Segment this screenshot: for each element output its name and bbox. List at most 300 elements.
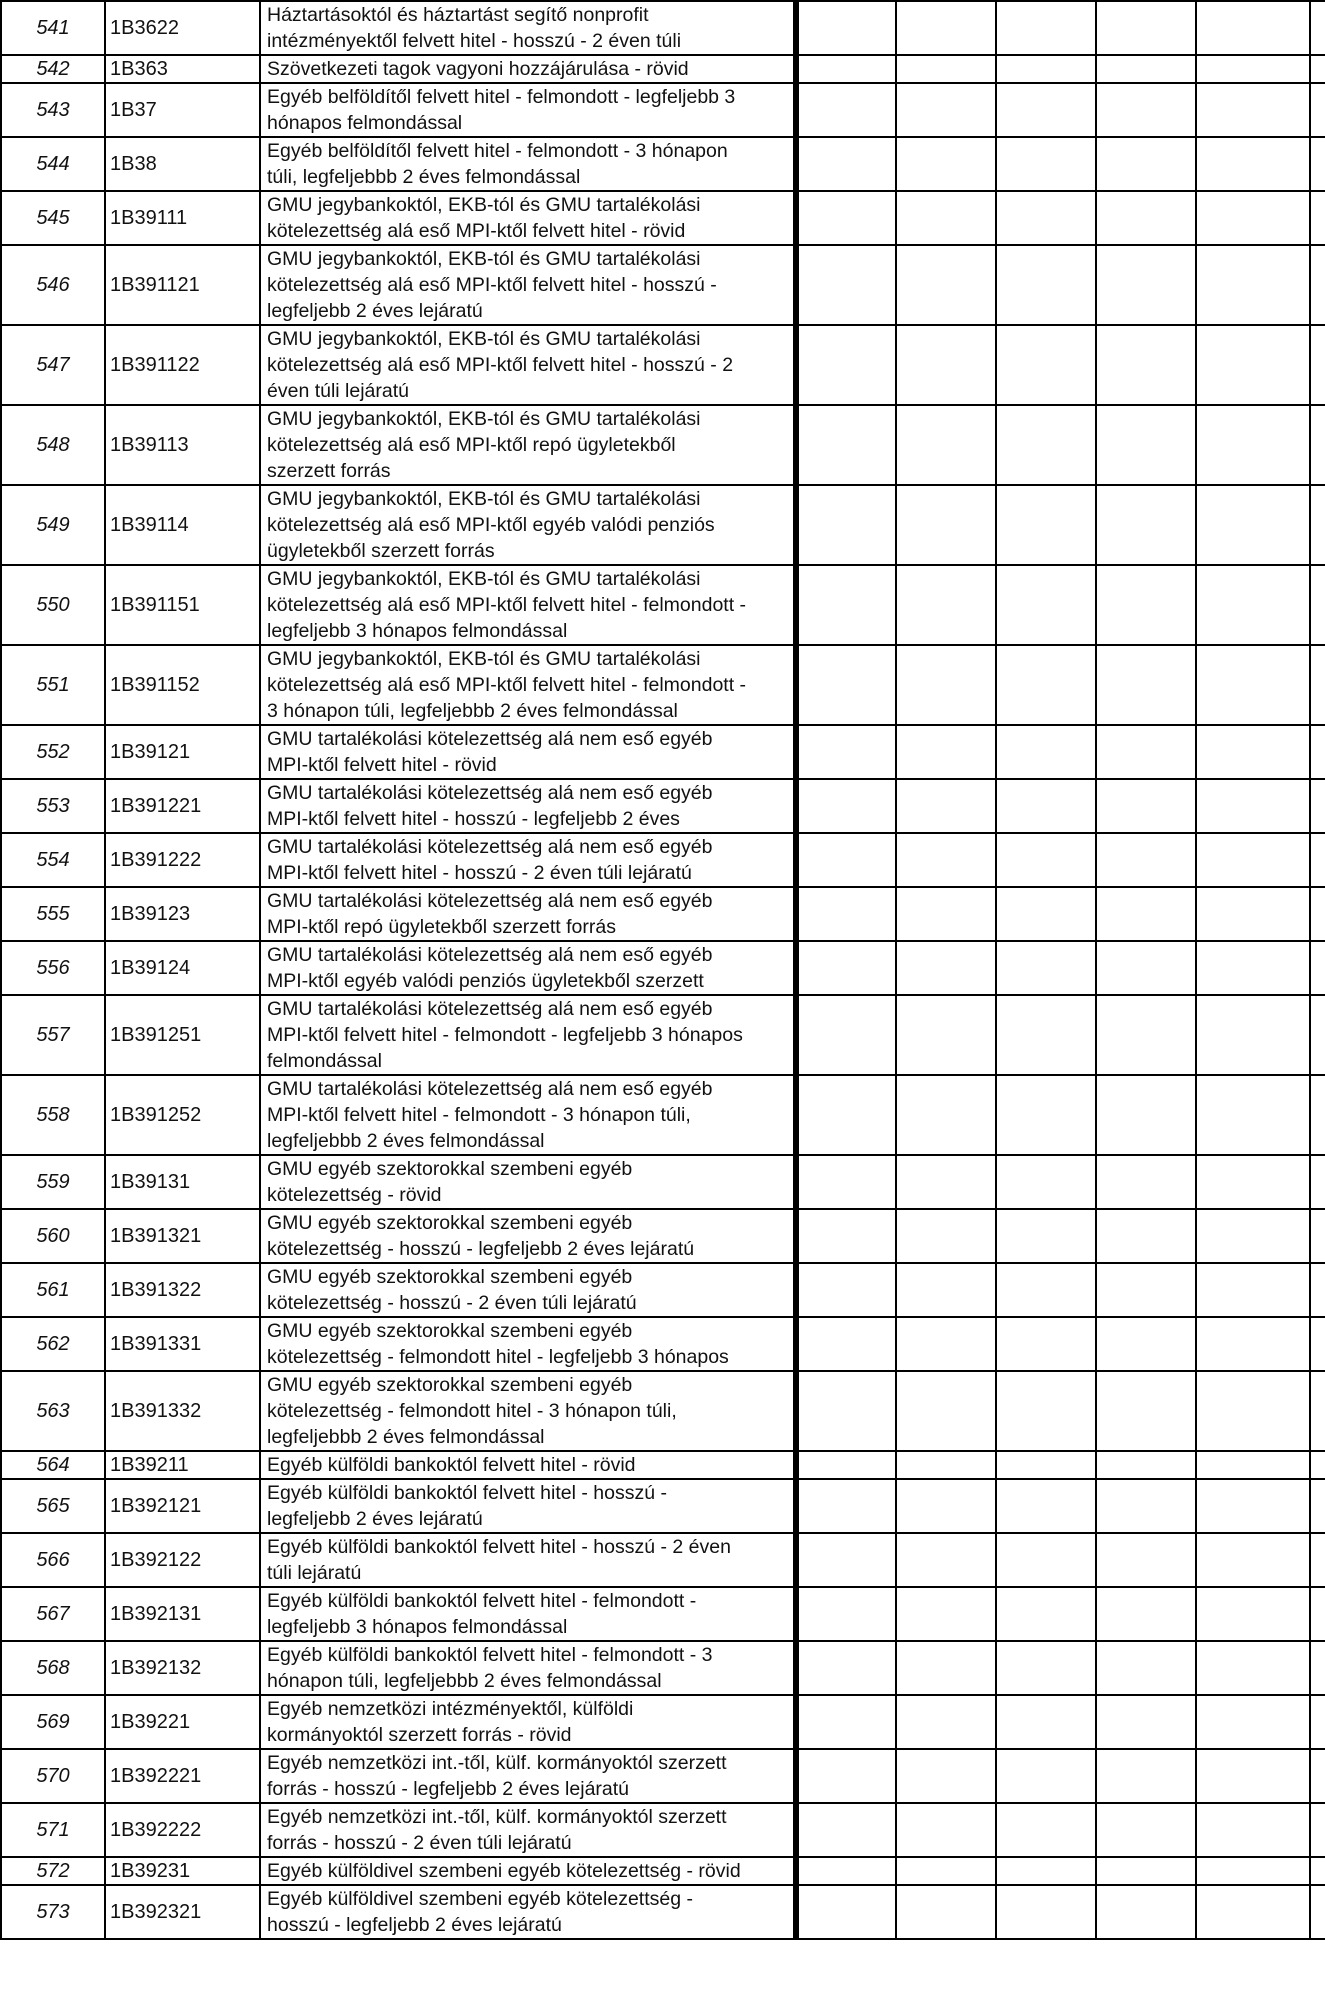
row-number: 547 [1,325,105,405]
table-row [1,83,1325,137]
row-description: Egyéb nemzetközi int.-től, külf. kormányoktól szerzett forrás - hosszú - legfeljebb 2 éves lejáratú [260,1749,796,1803]
value-cell[interactable] [1096,1885,1196,1939]
value-cell[interactable] [1096,1263,1196,1317]
value-cell[interactable] [796,405,896,485]
value-cell[interactable] [896,1371,996,1451]
value-cell[interactable] [1310,1209,1325,1263]
value-cell[interactable] [1310,779,1325,833]
value-cell[interactable] [996,405,1096,485]
value-cell[interactable] [996,1451,1096,1479]
value-cell[interactable] [996,137,1096,191]
table-row [1,1371,1325,1451]
table-row [1,779,1325,833]
row-number: 564 [1,1451,105,1479]
value-cell[interactable] [1196,1587,1310,1641]
row-number: 555 [1,887,105,941]
row-description: GMU tartalékolási kötelezettség alá nem eső egyéb MPI-ktől repó ügyletekből szerzett forrás [260,887,796,941]
value-cell[interactable] [996,1263,1096,1317]
value-cell[interactable] [1196,1803,1310,1857]
value-cell[interactable] [996,725,1096,779]
value-cell[interactable] [1196,833,1310,887]
value-cell[interactable] [1196,779,1310,833]
value-cell[interactable] [896,1155,996,1209]
row-code: 1B392221 [105,1749,260,1803]
value-cell[interactable] [1196,1479,1310,1533]
row-code: 1B39231 [105,1857,260,1885]
value-cell[interactable] [1196,1,1310,55]
value-cell[interactable] [1196,245,1310,325]
value-cell[interactable] [1196,995,1310,1075]
row-description: Egyéb külföldi bankoktól felvett hitel - rövid [260,1451,796,1479]
value-cell[interactable] [896,887,996,941]
value-cell[interactable] [1310,137,1325,191]
table-row [1,1451,1325,1479]
value-cell[interactable] [996,191,1096,245]
value-cell[interactable] [1310,485,1325,565]
value-cell[interactable] [1096,1857,1196,1885]
value-cell[interactable] [896,779,996,833]
value-cell[interactable] [896,1885,996,1939]
row-code: 1B39111 [105,191,260,245]
value-cell[interactable] [896,725,996,779]
value-cell[interactable] [996,1209,1096,1263]
value-cell[interactable] [996,779,1096,833]
row-description: Egyéb nemzetközi int.-től, külf. kormányoktól szerzett forrás - hosszú - 2 éven túli lejáratú [260,1803,796,1857]
value-cell[interactable] [1310,1695,1325,1749]
value-cell[interactable] [896,1749,996,1803]
row-number: 560 [1,1209,105,1263]
row-number: 542 [1,55,105,83]
value-cell[interactable] [1096,779,1196,833]
value-cell[interactable] [1310,405,1325,485]
row-description: Egyéb külföldi bankoktól felvett hitel - hosszú - 2 éven túli lejáratú [260,1533,796,1587]
value-cell[interactable] [796,941,896,995]
row-code: 1B391252 [105,1075,260,1155]
table-row [1,1857,1325,1885]
value-cell[interactable] [1310,725,1325,779]
value-cell[interactable] [896,1641,996,1695]
row-number: 558 [1,1075,105,1155]
value-cell[interactable] [1096,725,1196,779]
value-cell[interactable] [1310,83,1325,137]
value-cell[interactable] [896,565,996,645]
value-cell[interactable] [796,137,896,191]
row-code: 1B392321 [105,1885,260,1939]
value-cell[interactable] [996,1,1096,55]
value-cell[interactable] [796,725,896,779]
row-code: 1B391321 [105,1209,260,1263]
table-row [1,1641,1325,1695]
value-cell[interactable] [1310,1857,1325,1885]
value-cell[interactable] [1096,1371,1196,1451]
table-row [1,941,1325,995]
row-description: GMU jegybankoktól, EKB-tól és GMU tartalékolási kötelezettség alá eső MPI-ktől felvett hitel - felmondott - legfeljebb 3 hónapos felmondással [260,565,796,645]
row-number: 548 [1,405,105,485]
row-code: 1B392222 [105,1803,260,1857]
row-description: Egyéb belföldítől felvett hitel - felmondott - 3 hónapon túli, legfeljebbb 2 éves felmondással [260,137,796,191]
table-row [1,565,1325,645]
value-cell[interactable] [1196,137,1310,191]
row-code: 1B392131 [105,1587,260,1641]
value-cell[interactable] [1096,995,1196,1075]
row-number: 553 [1,779,105,833]
value-cell[interactable] [1096,1209,1196,1263]
value-cell[interactable] [1096,245,1196,325]
value-cell[interactable] [996,1857,1096,1885]
value-cell[interactable] [1096,941,1196,995]
table-row [1,245,1325,325]
value-cell[interactable] [996,1587,1096,1641]
row-description: GMU jegybankoktól, EKB-tól és GMU tartalékolási kötelezettség alá eső MPI-ktől repó ügyletekből szerzett forrás [260,405,796,485]
table-row [1,405,1325,485]
value-cell[interactable] [896,55,996,83]
value-cell[interactable] [996,1075,1096,1155]
value-cell[interactable] [996,1533,1096,1587]
table-row [1,1155,1325,1209]
value-cell[interactable] [796,1749,896,1803]
row-description: GMU jegybankoktól, EKB-tól és GMU tartalékolási kötelezettség alá eső MPI-ktől felvett hitel - felmondott - 3 hónapon túli, legfeljebbb 2 éves felmondással [260,645,796,725]
value-cell[interactable] [1196,1641,1310,1695]
value-cell[interactable] [896,1209,996,1263]
value-cell[interactable] [1310,1451,1325,1479]
row-number: 544 [1,137,105,191]
row-description: GMU jegybankoktól, EKB-tól és GMU tartalékolási kötelezettség alá eső MPI-ktől felvett hitel - hosszú - legfeljebb 2 éves lejáratú [260,245,796,325]
row-description: Háztartásoktól és háztartást segítő nonprofit intézményektől felvett hitel - hosszú - 2 éven túli [260,1,796,55]
value-cell[interactable] [1196,1075,1310,1155]
value-cell[interactable] [1196,645,1310,725]
value-cell[interactable] [1096,325,1196,405]
value-cell[interactable] [796,995,896,1075]
value-cell[interactable] [996,645,1096,725]
value-cell[interactable] [996,941,1096,995]
value-cell[interactable] [896,1803,996,1857]
value-cell[interactable] [996,83,1096,137]
value-cell[interactable] [896,1479,996,1533]
row-number: 546 [1,245,105,325]
row-code: 1B39221 [105,1695,260,1749]
value-cell[interactable] [1310,245,1325,325]
value-cell[interactable] [796,1075,896,1155]
row-description: GMU jegybankoktól, EKB-tól és GMU tartalékolási kötelezettség alá eső MPI-ktől egyéb valódi penziós ügyletekből szerzett forrás [260,485,796,565]
row-code: 1B392132 [105,1641,260,1695]
value-cell[interactable] [1096,1451,1196,1479]
value-cell[interactable] [896,1263,996,1317]
row-description: Egyéb külföldivel szembeni egyéb kötelezettség - hosszú - legfeljebb 2 éves lejáratú [260,1885,796,1939]
value-cell[interactable] [1096,191,1196,245]
value-cell[interactable] [1196,725,1310,779]
value-cell[interactable] [1096,1587,1196,1641]
table-row [1,1533,1325,1587]
value-cell[interactable] [1196,887,1310,941]
value-cell[interactable] [1096,1155,1196,1209]
value-cell[interactable] [1310,325,1325,405]
value-cell[interactable] [1096,645,1196,725]
value-cell[interactable] [796,1155,896,1209]
value-cell[interactable] [796,325,896,405]
value-cell[interactable] [796,1803,896,1857]
row-code: 1B392121 [105,1479,260,1533]
row-description: GMU egyéb szektorokkal szembeni egyéb kötelezettség - felmondott hitel - legfeljebb 3 hónapos [260,1317,796,1371]
value-cell[interactable] [896,245,996,325]
table-row [1,725,1325,779]
row-description: GMU egyéb szektorokkal szembeni egyéb kötelezettség - hosszú - 2 éven túli lejáratú [260,1263,796,1317]
value-cell[interactable] [1196,55,1310,83]
value-cell[interactable] [896,1587,996,1641]
row-number: 549 [1,485,105,565]
value-cell[interactable] [996,485,1096,565]
value-cell[interactable] [996,325,1096,405]
row-description: GMU tartalékolási kötelezettség alá nem eső egyéb MPI-ktől felvett hitel - rövid [260,725,796,779]
value-cell[interactable] [796,1,896,55]
value-cell[interactable] [896,1317,996,1371]
value-cell[interactable] [1310,191,1325,245]
value-cell[interactable] [1310,645,1325,725]
table-row [1,1,1325,55]
row-number: 569 [1,1695,105,1749]
table-row [1,137,1325,191]
value-cell[interactable] [996,995,1096,1075]
value-cell[interactable] [896,941,996,995]
value-cell[interactable] [796,485,896,565]
value-cell[interactable] [796,1533,896,1587]
value-cell[interactable] [1310,55,1325,83]
value-cell[interactable] [996,1695,1096,1749]
value-cell[interactable] [1196,565,1310,645]
value-cell[interactable] [796,83,896,137]
value-cell[interactable] [1096,833,1196,887]
value-cell[interactable] [1310,995,1325,1075]
value-cell[interactable] [796,1317,896,1371]
row-code: 1B391222 [105,833,260,887]
value-cell[interactable] [796,1587,896,1641]
table-row [1,1263,1325,1317]
row-description: Egyéb nemzetközi intézményektől, külföldi kormányoktól szerzett forrás - rövid [260,1695,796,1749]
value-cell[interactable] [996,245,1096,325]
value-cell[interactable] [1310,1263,1325,1317]
value-cell[interactable] [996,55,1096,83]
value-cell[interactable] [896,83,996,137]
value-cell[interactable] [1096,1479,1196,1533]
value-cell[interactable] [1196,83,1310,137]
value-cell[interactable] [996,565,1096,645]
row-number: 554 [1,833,105,887]
row-number: 545 [1,191,105,245]
value-cell[interactable] [1096,1317,1196,1371]
value-cell[interactable] [896,485,996,565]
value-cell[interactable] [1310,1,1325,55]
value-cell[interactable] [796,779,896,833]
value-cell[interactable] [1310,565,1325,645]
value-cell[interactable] [1196,1317,1310,1371]
row-number: 572 [1,1857,105,1885]
value-cell[interactable] [796,1479,896,1533]
value-cell[interactable] [796,1209,896,1263]
row-code: 1B39123 [105,887,260,941]
row-code: 1B392122 [105,1533,260,1587]
row-description: GMU tartalékolási kötelezettség alá nem eső egyéb MPI-ktől egyéb valódi penziós ügyletekből szerzett [260,941,796,995]
value-cell[interactable] [1196,1695,1310,1749]
table-row [1,995,1325,1075]
value-cell[interactable] [796,1451,896,1479]
value-cell[interactable] [1310,1317,1325,1371]
value-cell[interactable] [1096,565,1196,645]
row-code: 1B39131 [105,1155,260,1209]
value-cell[interactable] [996,1317,1096,1371]
value-cell[interactable] [1196,1371,1310,1451]
value-cell[interactable] [1196,1155,1310,1209]
value-cell[interactable] [1096,1075,1196,1155]
value-cell[interactable] [1310,1371,1325,1451]
value-cell[interactable] [1310,1749,1325,1803]
value-cell[interactable] [1096,405,1196,485]
value-cell[interactable] [1096,55,1196,83]
row-number: 551 [1,645,105,725]
table-row [1,1587,1325,1641]
value-cell[interactable] [1196,325,1310,405]
value-cell[interactable] [896,1,996,55]
value-cell[interactable] [796,55,896,83]
value-cell[interactable] [796,887,896,941]
value-cell[interactable] [996,833,1096,887]
row-code: 1B391332 [105,1371,260,1451]
row-number: 557 [1,995,105,1075]
row-code: 1B39121 [105,725,260,779]
row-number: 573 [1,1885,105,1939]
value-cell[interactable] [1310,833,1325,887]
value-cell[interactable] [1196,1749,1310,1803]
value-cell[interactable] [1310,1155,1325,1209]
value-cell[interactable] [1096,1803,1196,1857]
value-cell[interactable] [996,1641,1096,1695]
value-cell[interactable] [796,1263,896,1317]
value-cell[interactable] [896,1451,996,1479]
table-row [1,1479,1325,1533]
value-cell[interactable] [996,1371,1096,1451]
row-description: GMU tartalékolási kötelezettség alá nem eső egyéb MPI-ktől felvett hitel - felmondott - 3 hónapon túli, legfeljebbb 2 éves felmondással [260,1075,796,1155]
row-number: 566 [1,1533,105,1587]
table-row [1,191,1325,245]
row-code: 1B38 [105,137,260,191]
value-cell[interactable] [1096,83,1196,137]
table-row [1,1885,1325,1939]
row-number: 541 [1,1,105,55]
row-description: Egyéb belföldítől felvett hitel - felmondott - legfeljebb 3 hónapos felmondással [260,83,796,137]
row-number: 561 [1,1263,105,1317]
row-description: Egyéb külföldivel szembeni egyéb kötelezettség - rövid [260,1857,796,1885]
value-cell[interactable] [996,1749,1096,1803]
value-cell[interactable] [1310,941,1325,995]
value-cell[interactable] [796,1885,896,1939]
value-cell[interactable] [896,1695,996,1749]
row-number: 567 [1,1587,105,1641]
value-cell[interactable] [1096,1695,1196,1749]
value-cell[interactable] [1310,1885,1325,1939]
value-cell[interactable] [896,1857,996,1885]
value-cell[interactable] [896,995,996,1075]
value-cell[interactable] [1096,887,1196,941]
value-cell[interactable] [796,1371,896,1451]
value-cell[interactable] [896,1533,996,1587]
row-description: Egyéb külföldi bankoktól felvett hitel - felmondott - legfeljebb 3 hónapos felmondással [260,1587,796,1641]
value-cell[interactable] [796,1641,896,1695]
row-number: 552 [1,725,105,779]
table-row [1,1803,1325,1857]
value-cell[interactable] [1196,405,1310,485]
row-description: GMU tartalékolási kötelezettség alá nem eső egyéb MPI-ktől felvett hitel - hosszú - legfeljebb 2 éves [260,779,796,833]
value-cell[interactable] [1310,1533,1325,1587]
row-number: 556 [1,941,105,995]
value-cell[interactable] [1196,1885,1310,1939]
value-cell[interactable] [1310,1803,1325,1857]
value-cell[interactable] [796,191,896,245]
value-cell[interactable] [796,245,896,325]
value-cell[interactable] [896,833,996,887]
value-cell[interactable] [996,1885,1096,1939]
row-code: 1B391251 [105,995,260,1075]
value-cell[interactable] [796,833,896,887]
value-cell[interactable] [1310,1479,1325,1533]
value-cell[interactable] [796,645,896,725]
row-code: 1B39114 [105,485,260,565]
row-code: 1B37 [105,83,260,137]
value-cell[interactable] [1196,1533,1310,1587]
value-cell[interactable] [1096,1,1196,55]
row-code: 1B39124 [105,941,260,995]
row-description: GMU egyéb szektorokkal szembeni egyéb kötelezettség - rövid [260,1155,796,1209]
row-description: Egyéb külföldi bankoktól felvett hitel - felmondott - 3 hónapon túli, legfeljebbb 2 éves felmondással [260,1641,796,1695]
value-cell[interactable] [1196,1857,1310,1885]
value-cell[interactable] [1196,1263,1310,1317]
value-cell[interactable] [996,887,1096,941]
row-number: 550 [1,565,105,645]
value-cell[interactable] [1096,1749,1196,1803]
value-cell[interactable] [1310,1587,1325,1641]
value-cell[interactable] [796,565,896,645]
table-row [1,1317,1325,1371]
value-cell[interactable] [796,1857,896,1885]
row-code: 1B391151 [105,565,260,645]
row-code: 1B39211 [105,1451,260,1479]
value-cell[interactable] [1310,1641,1325,1695]
value-cell[interactable] [896,325,996,405]
value-cell[interactable] [896,137,996,191]
row-number: 565 [1,1479,105,1533]
value-cell[interactable] [1096,1533,1196,1587]
table-row [1,645,1325,725]
value-cell[interactable] [996,1155,1096,1209]
value-cell[interactable] [1196,1451,1310,1479]
value-cell[interactable] [996,1479,1096,1533]
value-cell[interactable] [896,191,996,245]
value-cell[interactable] [1196,941,1310,995]
value-cell[interactable] [1196,191,1310,245]
value-cell[interactable] [996,1803,1096,1857]
value-cell[interactable] [1196,1209,1310,1263]
row-code: 1B391221 [105,779,260,833]
value-cell[interactable] [896,645,996,725]
value-cell[interactable] [796,1695,896,1749]
value-cell[interactable] [1310,887,1325,941]
value-cell[interactable] [1096,485,1196,565]
value-cell[interactable] [896,405,996,485]
value-cell[interactable] [1310,1075,1325,1155]
value-cell[interactable] [1096,137,1196,191]
row-code: 1B391331 [105,1317,260,1371]
value-cell[interactable] [1196,485,1310,565]
value-cell[interactable] [896,1075,996,1155]
value-cell[interactable] [1096,1641,1196,1695]
row-number: 570 [1,1749,105,1803]
